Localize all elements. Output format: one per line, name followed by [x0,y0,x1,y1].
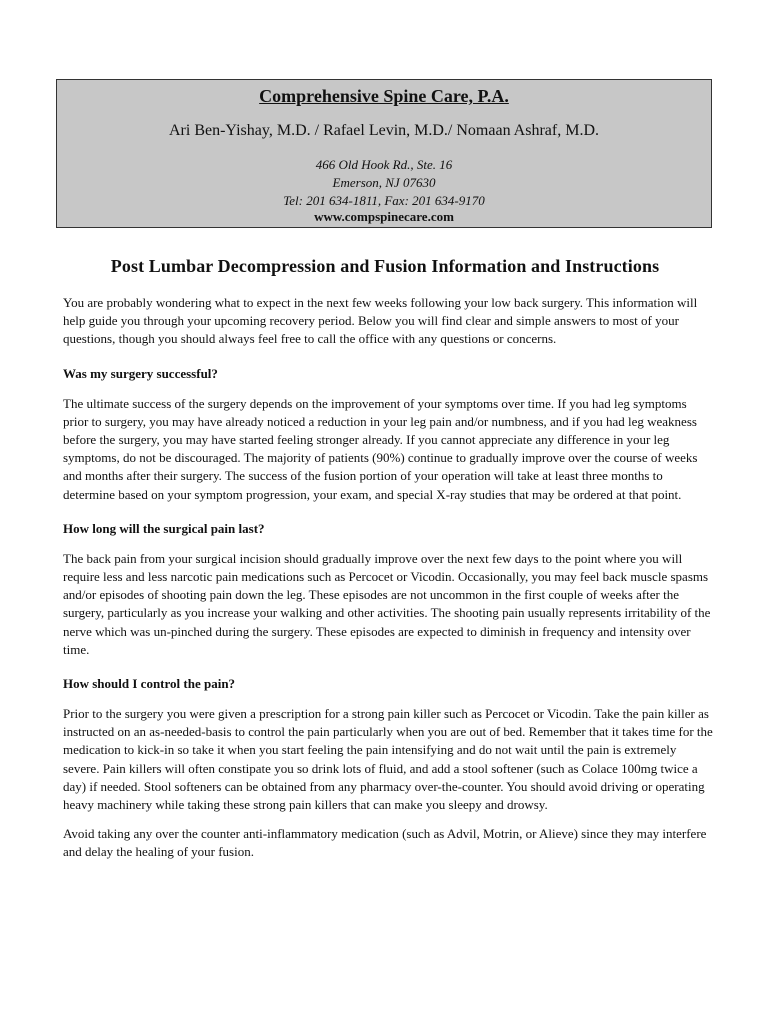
phone-fax: Tel: 201 634-1811, Fax: 201 634-9170 [283,193,485,208]
section-paragraph-surgery-success: The ultimate success of the surgery depends on the improvement of your symptoms over time. If you had leg symptoms prior to surgery, you may have already noticed a reduction in your leg pain and/or numbness, and if you had leg weakness before the surgery, you may have started feeling stronger already. If you cannot appreciate any difference in your leg symptoms, do not be discouraged. The majority of patients (90%) continue to gradually improve over the course of weeks and months after their surgery. The success of the fusion portion of your operation will take at least three months to determine based on your symptom progression, your exam, and special X-ray studies that may be ordered at that point. [63,395,698,502]
doctor-names: Ari Ben-Yishay, M.D. / Rafael Levin, M.D./ Nomaan Ashraf, M.D. [169,122,599,139]
section-heading-surgery-success: Was my surgery successful? [63,365,218,381]
street-address: 466 Old Hook Rd., Ste. 16 [315,157,453,172]
intro-paragraph: You are probably wondering what to expect in the next few weeks following your low back surgery. This information will help guide you through your upcoming recovery period. Below you will find clear and simple answers to most of your questions, though you should always feel free to call the office with any questions or concerns. [63,295,698,347]
section-paragraph-pain-duration: The back pain from your surgical incision should gradually improve over the next few days to the point where you will require less and less narcotic pain medications such as Percocet or Vicodin. Occasionally, you may feel back muscle spasms and/or episodes of shooting pain down the leg. These episodes are not uncommon in the first couple of weeks after the surgery, particularly as you increase your walking and other activities. The shooting pain usually represents irritability of the nerve which was un-pinched during the surgery. These episodes are expected to diminish in frequency and intensity over time. [63,550,711,657]
document-body [63,294,713,873]
company-name: Comprehensive Spine Care, P.A. [259,86,509,106]
section-paragraph-anti-inflammatory: Avoid taking any over the counter anti-inflammatory medication (such as Advil, Motrin, or Alieve) since they may interfere and delay the healing of your fusion. [63,826,707,860]
document-title: Post Lumbar Decompression and Fusion Information and Instructions [110,256,660,276]
section-paragraph-pain-control: Prior to the surgery you were given a prescription for a strong pain killer such as Percocet or Vicodin. Take the pain killer as instructed on an as-needed-basis to control the pain particularly when you are out of bed. Remember that it takes time for the medication to kick-in so take it when you start feeling the pain intensifying and do not wait until the pain is extremely severe. Pain killers will often constipate you so drink lots of fluid, and add a stool softener (such as Colace 100mg twice a day) if needed. Stool softeners can be obtained from any pharmacy over-the-counter. You should avoid driving or operating heavy machinery while taking these strong pain killers that can make you sleepy and drowsy. [63,706,713,813]
website-address: www.compspinecare.com [314,209,454,224]
letterhead-box [56,79,712,228]
city-state-zip: Emerson, NJ 07630 [332,175,436,190]
section-heading-pain-control: How should I control the pain? [63,676,236,692]
section-heading-pain-duration: How long will the surgical pain last? [63,520,265,536]
